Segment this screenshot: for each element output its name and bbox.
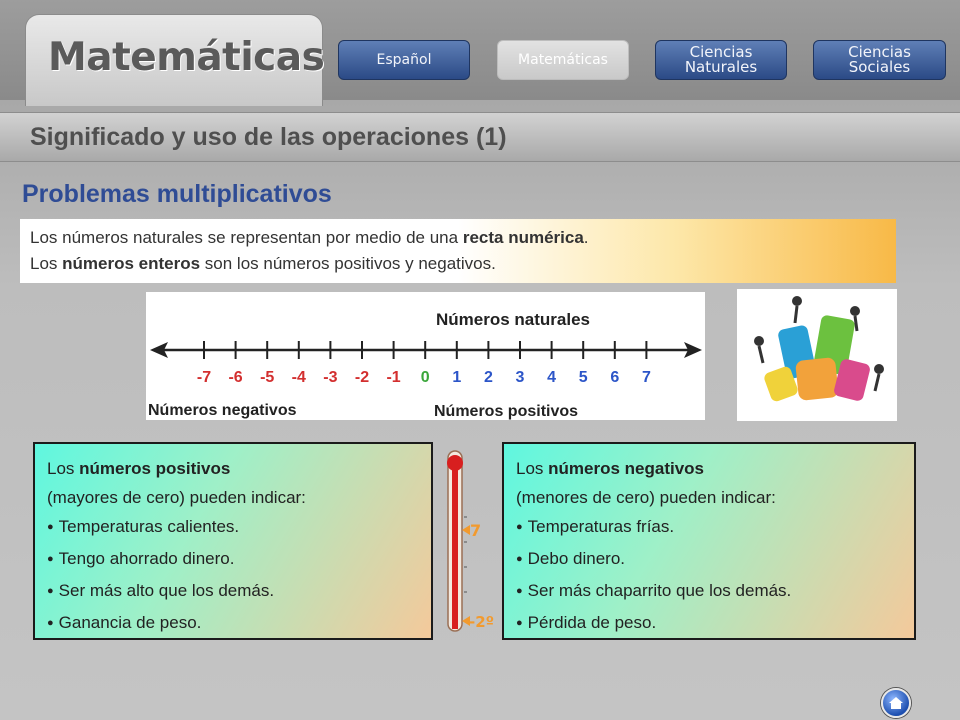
title-tab xyxy=(25,14,323,106)
box-text: Los xyxy=(47,459,80,478)
math-numbers-clipart-icon xyxy=(737,289,897,421)
label-numeros-positivos: Números positivos xyxy=(434,403,579,420)
thermometer-image xyxy=(440,447,500,637)
number-line-graphic xyxy=(146,292,705,420)
positive-numbers-box xyxy=(33,442,433,640)
negative-numbers-box xyxy=(502,442,916,640)
intro-box xyxy=(20,219,896,283)
intro-text: Los xyxy=(30,254,63,273)
list-item: ● Ser más chaparrito que los demás. xyxy=(516,576,902,608)
number-line-tick-label: -4 xyxy=(291,369,306,386)
nav-button-label: Español xyxy=(376,51,432,68)
intro-text: son los números positivos y negativos. xyxy=(200,254,496,273)
label-numeros-naturales: Números naturales xyxy=(436,310,590,329)
number-line-tick-label: -7 xyxy=(196,369,212,386)
positive-box-heading xyxy=(47,454,419,483)
thermometer-cold-label: -2º xyxy=(469,613,495,631)
number-line-tick-label: 0 xyxy=(420,369,430,386)
number-line-image xyxy=(146,292,705,420)
nav-button-espanol[interactable] xyxy=(338,40,470,80)
number-line-tick-label: -5 xyxy=(260,369,275,386)
number-line-tick-label: 4 xyxy=(547,369,557,386)
intro-line-1 xyxy=(30,225,886,251)
number-line-tick-label: 5 xyxy=(578,369,588,386)
nav-button-ciencias-naturales[interactable] xyxy=(655,40,787,80)
list-item: ● Temperaturas calientes. xyxy=(47,512,419,544)
number-line-tick-label: 3 xyxy=(515,369,525,386)
nav-button-label: Ciencias Naturales xyxy=(684,43,758,76)
intro-line-2 xyxy=(30,251,886,277)
negative-box-subheading: (menores de cero) pueden indicar: xyxy=(516,488,776,507)
thermometer-icon xyxy=(440,447,500,637)
section-title: Significado y uso de las operaciones (1) xyxy=(30,123,507,151)
list-item: ● Pérdida de peso. xyxy=(516,608,902,640)
home-button[interactable] xyxy=(881,688,911,718)
box-bold-term: números negativos xyxy=(548,459,705,478)
number-line-tick-label: 2 xyxy=(483,369,493,386)
intro-text: . xyxy=(583,228,589,247)
intro-bold-term: números enteros xyxy=(62,254,201,273)
math-clipart-image xyxy=(737,289,897,421)
list-item: ● Temperaturas frías. xyxy=(516,512,902,544)
list-item: ● Tengo ahorrado dinero. xyxy=(47,544,419,576)
number-line-tick-label: 1 xyxy=(452,369,462,386)
box-bold-term: números positivos xyxy=(79,459,231,478)
list-item: ● Ganancia de peso. xyxy=(47,608,419,640)
nav-button-label: Matemáticas xyxy=(518,51,608,68)
number-line-tick-label: 6 xyxy=(610,369,620,386)
subtitle: Problemas multiplicativos xyxy=(22,180,332,208)
number-line-tick-label: -6 xyxy=(228,369,243,386)
negative-box-heading xyxy=(516,454,902,483)
box-text: Los xyxy=(516,459,549,478)
section-bar xyxy=(0,112,960,162)
intro-bold-term: recta numérica xyxy=(462,228,584,247)
nav-button-ciencias-sociales[interactable] xyxy=(813,40,946,80)
nav-button-label: Ciencias Sociales xyxy=(848,43,911,76)
list-item: ● Debo dinero. xyxy=(516,544,902,576)
intro-text: Los números naturales se representan por medio de una xyxy=(30,228,463,247)
positive-box-subheading: (mayores de cero) pueden indicar: xyxy=(47,488,306,507)
number-line-tick-label: 7 xyxy=(641,369,651,386)
hot-arrow-icon xyxy=(462,525,470,535)
home-icon xyxy=(883,690,909,716)
page-title: Matemáticas xyxy=(48,35,325,80)
thermometer-hot-label: 7 xyxy=(470,521,482,540)
nav-button-matematicas[interactable] xyxy=(497,40,629,80)
number-line-ticks xyxy=(197,341,651,386)
number-line-tick-label: -3 xyxy=(323,369,338,386)
label-numeros-negativos: Números negativos xyxy=(148,402,297,419)
number-line-tick-label: -1 xyxy=(386,369,401,386)
number-line-tick-label: -2 xyxy=(354,369,370,386)
list-item: ● Ser más alto que los demás. xyxy=(47,576,419,608)
